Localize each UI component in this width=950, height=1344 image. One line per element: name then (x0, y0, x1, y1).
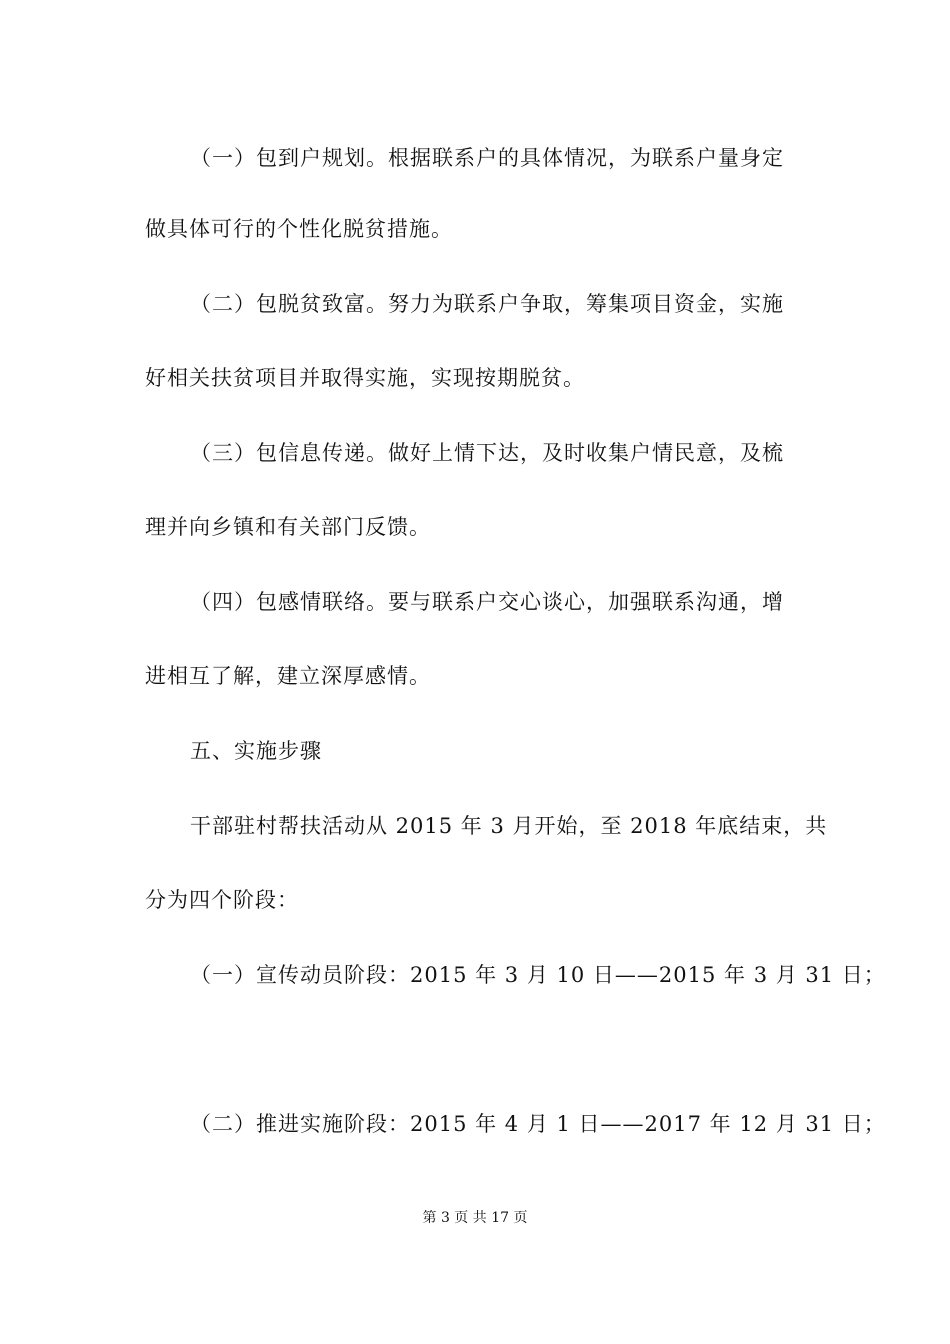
intro-line-1: 干部驻村帮扶活动从 2015 年 3 月开始，至 2018 年底结束，共 (190, 814, 828, 838)
paragraph-2-line-1: （二）包脱贫致富。努力为联系户争取，筹集项目资金，实施 (190, 292, 784, 316)
paragraph-3-line-1: （三）包信息传递。做好上情下达，及时收集户情民意，及梳 (190, 441, 784, 465)
intro-line-2: 分为四个阶段： (145, 888, 299, 912)
paragraph-3-line-2: 理并向乡镇和有关部门反馈。 (145, 515, 431, 539)
paragraph-1-line-2: 做具体可行的个性化脱贫措施。 (145, 217, 453, 241)
paragraph-1-line-1: （一）包到户规划。根据联系户的具体情况，为联系户量身定 (190, 146, 784, 170)
paragraph-2-line-2: 好相关扶贫项目并取得实施，实现按期脱贫。 (145, 366, 585, 390)
paragraph-4-line-1: （四）包感情联络。要与联系户交心谈心，加强联系沟通，增 (190, 590, 784, 614)
stage-1: （一）宣传动员阶段：2015 年 3 月 10 日——2015 年 3 月 31 日； (190, 963, 886, 987)
page-number-footer: 第 3 页 共 17 页 (422, 1210, 528, 1226)
paragraph-4-line-2: 进相互了解，建立深厚感情。 (145, 664, 431, 688)
section-heading: 五、实施步骤 (190, 739, 322, 763)
stage-2: （二）推进实施阶段：2015 年 4 月 1 日——2017 年 12 月 31 日； (190, 1112, 886, 1136)
